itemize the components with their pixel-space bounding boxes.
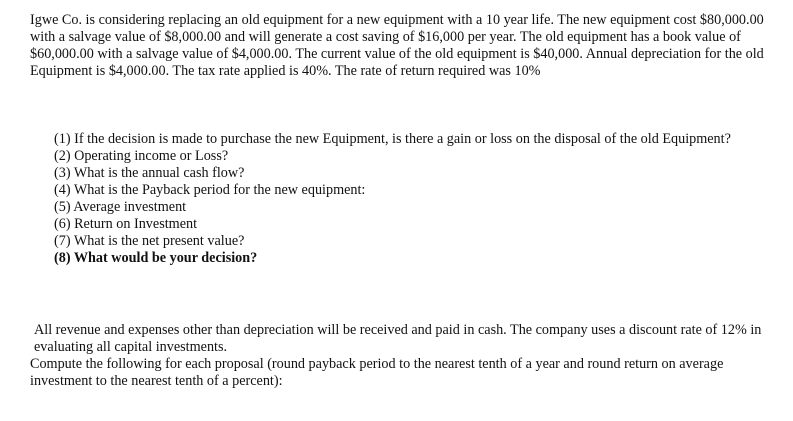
cash-assumption-text: All revenue and expenses other than depreciation will be received and paid in cash. The company uses a discount rate of 12% in evaluating all capital investments. xyxy=(34,322,762,355)
question-list xyxy=(54,131,774,267)
question-1: (1) If the decision is made to purchase the new Equipment, is there a gain or loss on the disposal of the old Equipment? xyxy=(54,131,731,147)
intro-paragraph: Igwe Co. is considering replacing an old equipment for a new equipment with a 10 year life. The new equipment cost $80,000.00 with a salvage value of $8,000.00 and will generate a cost saving of $16,000 per year. The old equipment has a book value of $60,000.00 with a salvage value of $4,000.00. The current value of the old equipment is $40,000. Annual depreciation for the old Equipment is $4,000.00. The tax rate applied is 40%. The rate of return required was 10% xyxy=(30,12,764,79)
question-3: (3) What is the annual cash flow? xyxy=(54,165,245,181)
question-4: (4) What is the Payback period for the new equipment: xyxy=(54,182,366,198)
question-item xyxy=(54,131,774,148)
question-item xyxy=(54,233,774,250)
question-2: (2) Operating income or Loss? xyxy=(54,148,229,164)
question-item xyxy=(54,165,774,182)
question-7: (7) What is the net present value? xyxy=(54,233,245,249)
question-item xyxy=(54,182,774,199)
question-item xyxy=(54,148,774,165)
question-item xyxy=(54,216,774,233)
question-8: (8) What would be your decision? xyxy=(54,250,258,266)
compute-instructions-text: Compute the following for each proposal (round payback period to the nearest tenth of a year and round return on average investment to the nearest tenth of a percent): xyxy=(30,356,724,389)
question-5: (5) Average investment xyxy=(54,199,187,215)
question-6: (6) Return on Investment xyxy=(54,216,198,232)
question-item xyxy=(54,250,774,267)
question-item xyxy=(54,199,774,216)
instructions-paragraph xyxy=(30,322,770,390)
